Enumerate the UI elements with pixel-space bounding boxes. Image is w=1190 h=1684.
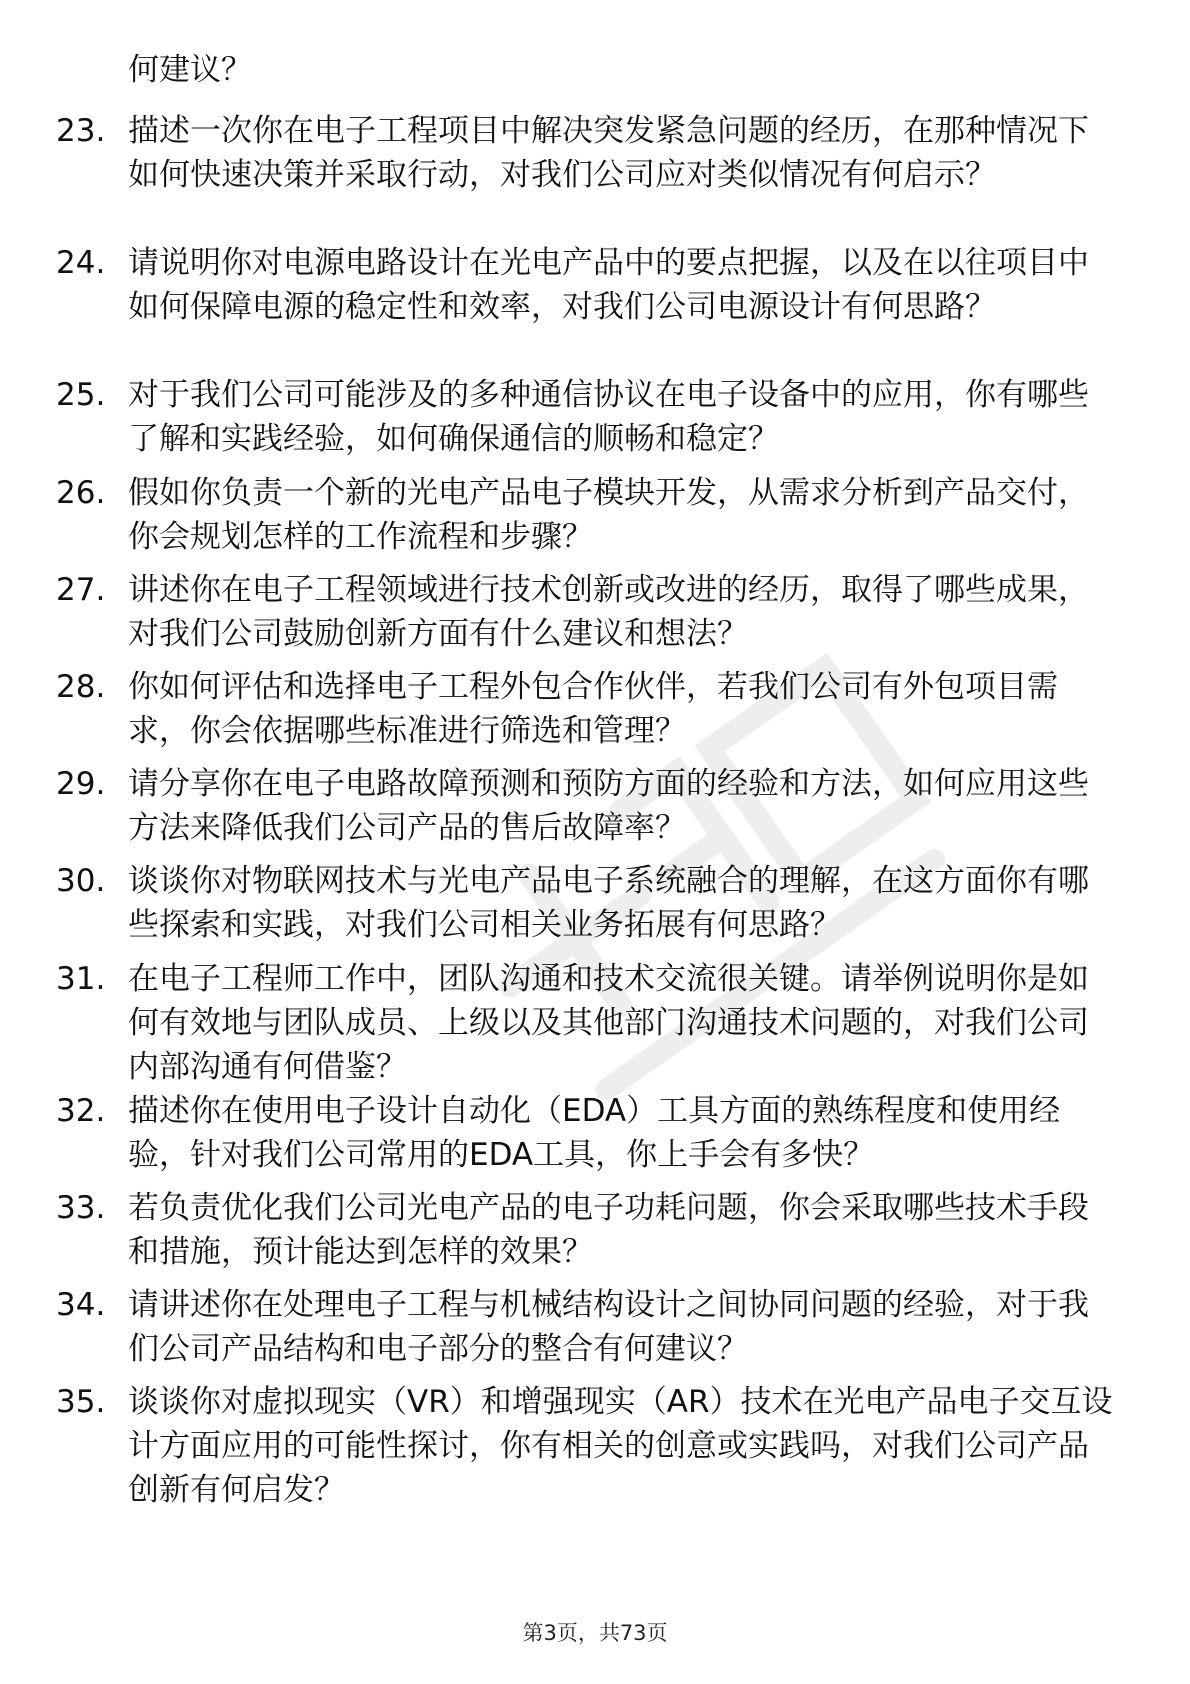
page-footer: 第3页，共73页 [522,1621,668,1645]
question-number: 34. [56,1287,106,1323]
question-number: 25. [56,377,106,413]
question-text: 请说明你对电源电路设计在光电产品中的要点把握，以及在以往项目中如何保障电源的稳定性和效率，对我们公司电源设计有何思路？ [128,245,1089,325]
question-text: 若负责优化我们公司光电产品的电子功耗问题，你会采取哪些技术手段和措施，预计能达到怎样的效果？ [128,1190,1089,1270]
question-number: 23. [56,113,106,149]
question-number: 30. [56,863,106,899]
question-number: 35. [56,1384,106,1420]
question-text: 谈谈你对虚拟现实（VR）和增强现实（AR）技术在光电产品电子交互设计方面应用的可能性探讨，你有相关的创意或实践吗，对我们公司产品创新有何启发？ [128,1384,1113,1508]
question-text: 在电子工程师工作中，团队沟通和技术交流很关键。请举例说明你是如何有效地与团队成员、上级以及其他部门沟通技术问题的，对我们公司内部沟通有何借鉴？ [128,961,1089,1085]
question-text: 谈谈你对物联网技术与光电产品电子系统融合的理解，在这方面你有哪些探索和实践，对我们公司相关业务拓展有何思路？ [128,863,1089,943]
question-text: 描述一次你在电子工程项目中解决突发紧急问题的经历，在那种情况下如何快速决策并采取行动，对我们公司应对类似情况有何启示？ [128,113,1089,193]
question-number: 31. [56,961,106,997]
question-text: 请分享你在电子电路故障预测和预防方面的经验和方法，如何应用这些方法来降低我们公司产品的售后故障率？ [128,766,1089,846]
question-number: 32. [56,1093,106,1129]
question-number: 29. [56,766,106,802]
question-number: 27. [56,572,106,608]
continued-question-text: 何建议？ [128,52,252,88]
question-text: 描述你在使用电子设计自动化（EDA）工具方面的熟练程度和使用经验，针对我们公司常用的EDA工具，你上手会有多快？ [128,1093,1061,1173]
question-number: 28. [56,669,106,705]
question-text: 请讲述你在处理电子工程与机械结构设计之间协同问题的经验，对于我们公司产品结构和电子部分的整合有何建议？ [128,1287,1089,1367]
question-text: 讲述你在电子工程领域进行技术创新或改进的经历，取得了哪些成果，对我们公司鼓励创新方面有什么建议和想法？ [128,572,1089,652]
question-text: 对于我们公司可能涉及的多种通信协议在电子设备中的应用，你有哪些了解和实践经验，如何确保通信的顺畅和稳定？ [128,377,1089,457]
question-number: 33. [56,1190,106,1226]
question-text: 假如你负责一个新的光电产品电子模块开发，从需求分析到产品交付，你会规划怎样的工作流程和步骤？ [128,475,1089,555]
question-text: 你如何评估和选择电子工程外包合作伙伴，若我们公司有外包项目需求，你会依据哪些标准进行筛选和管理？ [128,669,1058,749]
question-number: 24. [56,245,106,281]
question-number: 26. [56,475,106,511]
